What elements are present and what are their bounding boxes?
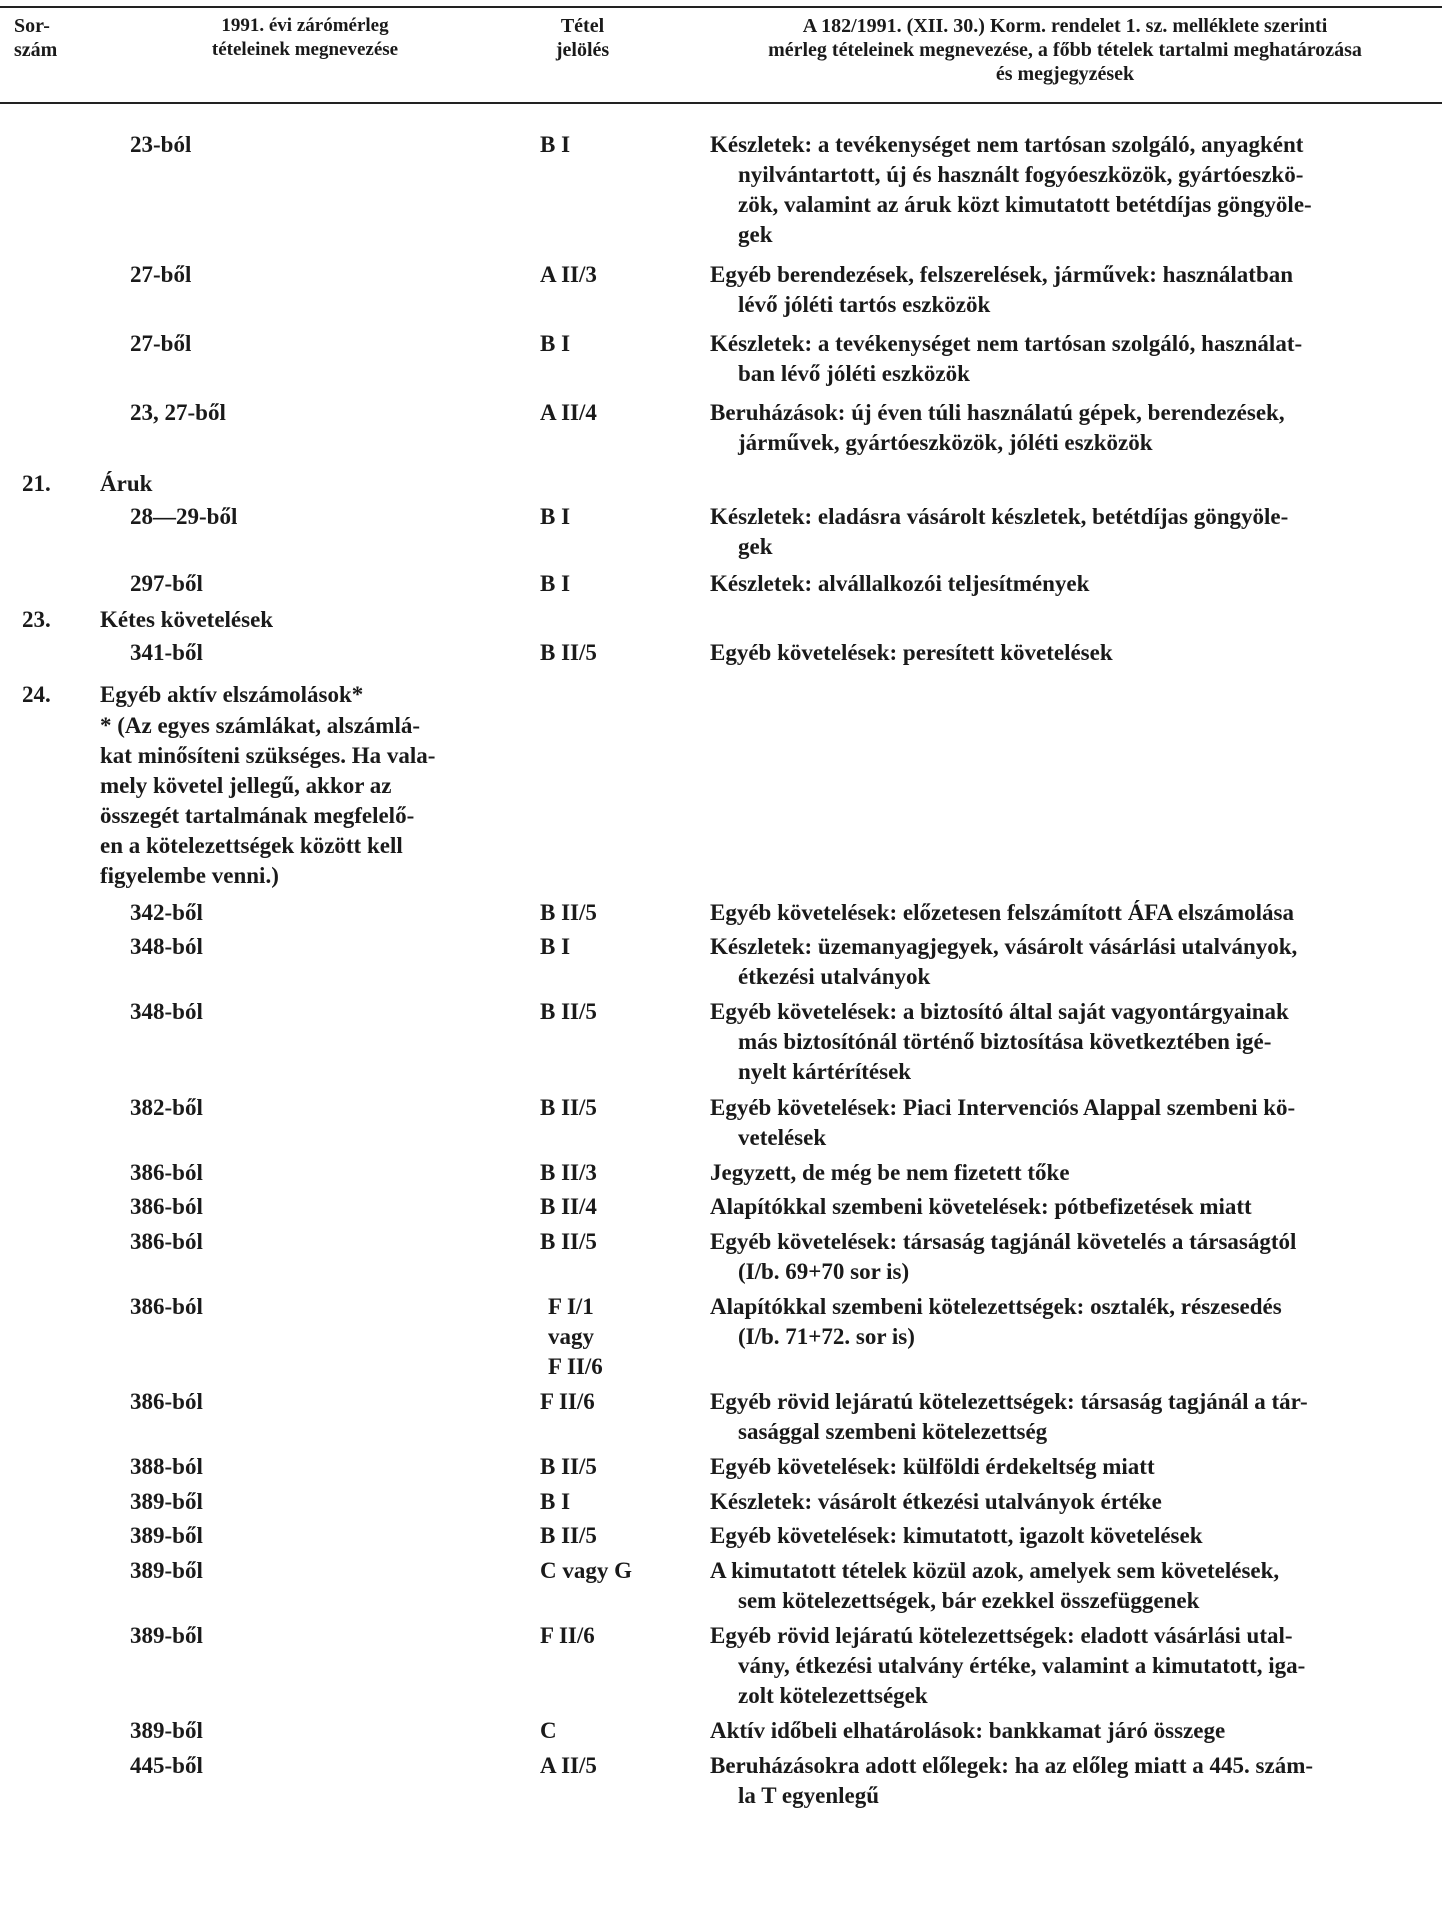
account-code: 382-ből <box>130 1094 203 1120</box>
description-line: Egyéb követelések: a biztosító által saját vagyontárgyainak <box>710 999 1289 1024</box>
description-line: gek <box>738 533 773 559</box>
tetel-code: B II/5 <box>540 899 597 925</box>
description-line: Egyéb követelések: Piaci Intervenciós Alappal szembeni kö- <box>710 1094 1296 1120</box>
header-col4-line2: mérleg tételeinek megnevezése, a főbb tételek tartalmi meghatározása <box>768 39 1362 61</box>
header-col1-line2: szám <box>14 39 58 61</box>
header-col-megnevezes <box>140 14 470 62</box>
description-line: Egyéb követelések: társaság tagjánál követelés a társaságtól <box>710 1228 1297 1254</box>
row-description <box>710 638 1422 668</box>
tetel-code: B II/5 <box>540 1454 597 1479</box>
tetel-code: F II/6 <box>540 1389 595 1414</box>
tetel-code: F I/1 vagy F II/6 <box>548 1293 603 1379</box>
tetel-code: B I <box>540 1488 571 1514</box>
tetel-code: C vagy G <box>540 1557 632 1583</box>
account-code: 342-ből <box>130 899 203 925</box>
description-line: zolt kötelezettségek <box>738 1682 928 1708</box>
description-line: Egyéb berendezések, felszerelések, járművek: használatban <box>710 262 1294 287</box>
account-code: 27-ből <box>130 262 192 287</box>
description-line: Készletek: a tevékenységet nem tartósan szolgáló, használat- <box>710 331 1303 356</box>
header-col2-line1: 1991. évi zárómérleg <box>221 15 389 36</box>
description-line: Egyéb követelések: kimutatott, igazolt követelések <box>710 1523 1203 1548</box>
row-description <box>710 502 1422 562</box>
tetel-code: B I <box>540 331 571 356</box>
description-line: nyelt kártérítések <box>738 1059 912 1084</box>
row-description <box>710 1227 1422 1287</box>
account-code: 27-ből <box>130 331 192 356</box>
row-description <box>710 1158 1422 1188</box>
description-line: Egyéb rövid lejáratú kötelezettségek: társaság tagjánál a tár- <box>710 1389 1308 1414</box>
section-title: Kétes követelések <box>100 607 274 632</box>
tetel-code: C <box>540 1718 557 1743</box>
row-description <box>710 1621 1422 1711</box>
description-line: sasággal szembeni kötelezettség <box>738 1419 1048 1444</box>
description-line: nyilvántartott, új és használt fogyóeszközök, gyártóeszkö- <box>738 162 1304 187</box>
header-col4-line3: és megjegyzések <box>995 63 1135 85</box>
description-line: Jegyzett, de még be nem fizetett tőke <box>710 1159 1070 1185</box>
row-description <box>710 130 1422 250</box>
footnote-line: * (Az egyes számlákat, alszámlá- <box>100 712 421 738</box>
tetel-code: B I <box>540 934 571 959</box>
description-line: Beruházások: új éven túli használatú gépek, berendezések, <box>710 400 1285 425</box>
account-code: 348-ból <box>130 934 203 959</box>
row-description <box>710 1192 1422 1222</box>
account-code: 389-ből <box>130 1523 203 1548</box>
account-code: 386-ból <box>130 1228 203 1254</box>
section-title: Áruk <box>100 471 153 496</box>
description-line: Készletek: eladásra vásárolt készletek, betétdíjas göngyöle- <box>710 503 1289 529</box>
header-col-rendelet <box>700 14 1430 86</box>
account-code: 386-ból <box>130 1389 203 1414</box>
row-description <box>710 1452 1422 1482</box>
tetel-code: B I <box>540 503 571 529</box>
tetel-code: F II/6 <box>540 1622 595 1648</box>
section-number: 23. <box>22 607 51 632</box>
row-description <box>710 569 1422 599</box>
footnote-line: mely követel jellegű, akkor az <box>100 772 392 798</box>
row-description <box>710 1292 1422 1352</box>
account-code: 28—29-ből <box>130 503 238 529</box>
section-number: 24. <box>22 682 51 707</box>
account-code: 341-ből <box>130 639 203 665</box>
account-code: 389-ből <box>130 1718 203 1743</box>
account-code: 389-ből <box>130 1488 203 1514</box>
description-line: Egyéb követelések: előzetesen felszámított ÁFA elszámolása <box>710 899 1294 925</box>
footnote-24 <box>100 711 505 891</box>
description-line: zök, valamint az áruk közt kimutatott betétdíjas göngyöle- <box>738 192 1312 217</box>
tetel-code: B II/5 <box>540 1228 597 1254</box>
description-line: vány, étkezési utalvány értéke, valamint a kimutatott, iga- <box>738 1652 1306 1678</box>
account-code: 386-ból <box>130 1159 203 1185</box>
header-rule-top <box>0 6 1442 8</box>
tetel-code: B II/5 <box>540 1523 597 1548</box>
header-col-sorszam <box>14 14 84 62</box>
description-line: lévő jóléti tartós eszközök <box>738 292 991 317</box>
header-col3-line1: Tétel <box>560 15 605 37</box>
description-line: Alapítókkal szembeni kötelezettségek: osztalék, részesedés <box>710 1293 1282 1319</box>
row-description <box>710 398 1422 458</box>
description-line: Aktív időbeli elhatárolások: bankkamat járó összege <box>710 1718 1226 1743</box>
description-line: Egyéb rövid lejáratú kötelezettségek: eladott vásárlási utal- <box>710 1622 1293 1648</box>
description-line: gek <box>738 222 773 247</box>
tetel-code: B I <box>540 132 571 157</box>
description-line: (I/b. 71+72. sor is) <box>738 1323 915 1349</box>
description-line: ban lévő jóléti eszközök <box>738 361 970 386</box>
account-code: 348-ból <box>130 999 203 1024</box>
footnote-line: figyelembe venni.) <box>100 862 279 888</box>
header-col3-line2: jelölés <box>555 39 610 61</box>
footnote-line: összegét tartalmának megfelelő- <box>100 802 415 828</box>
row-description <box>710 1751 1422 1811</box>
header-rule-bottom <box>0 102 1442 104</box>
description-line: Készletek: a tevékenységet nem tartósan szolgáló, anyagként <box>710 132 1304 157</box>
row-description <box>710 1521 1422 1551</box>
account-code: 389-ből <box>130 1622 203 1648</box>
description-line: Beruházásokra adott előlegek: ha az előleg miatt a 445. szám- <box>710 1752 1314 1778</box>
header-col-tetel <box>520 14 645 62</box>
account-code: 297-ből <box>130 570 203 596</box>
account-code: 23, 27-ből <box>130 400 226 425</box>
description-line: sem kötelezettségek, bár ezekkel összefüggenek <box>738 1587 1200 1613</box>
section-title: Egyéb aktív elszámolások* <box>100 682 364 707</box>
description-line: A kimutatott tételek közül azok, amelyek sem követelések, <box>710 1557 1280 1583</box>
description-line: Egyéb követelések: peresített követelések <box>710 639 1113 665</box>
description-line: la T egyenlegű <box>738 1782 879 1808</box>
tetel-code: A II/4 <box>540 400 597 425</box>
row-description <box>710 898 1422 928</box>
account-code: 388-ból <box>130 1454 203 1479</box>
tetel-code: A II/3 <box>540 262 597 287</box>
row-description <box>710 932 1422 992</box>
description-line: járművek, gyártóeszközök, jóléti eszközök <box>738 430 1153 455</box>
tetel-code: B II/3 <box>540 1159 597 1185</box>
description-line: (I/b. 69+70 sor is) <box>738 1258 910 1284</box>
tetel-code: B I <box>540 570 571 596</box>
account-code: 445-ből <box>130 1752 203 1778</box>
footnote-line: kat minősíteni szükséges. Ha vala- <box>100 742 436 768</box>
row-description <box>710 260 1422 320</box>
description-line: más biztosítónál történő biztosítása következtében igé- <box>738 1029 1272 1054</box>
account-code: 389-ből <box>130 1557 203 1583</box>
description-line: étkezési utalványok <box>738 964 931 989</box>
row-description <box>710 1716 1422 1746</box>
tetel-code: B II/5 <box>540 999 597 1024</box>
tetel-code: A II/5 <box>540 1752 597 1778</box>
row-description <box>710 1556 1422 1616</box>
row-description <box>710 1387 1422 1447</box>
description-line: vetelések <box>738 1124 827 1150</box>
header-col4-line1: A 182/1991. (XII. 30.) Korm. rendelet 1. sz. melléklete szerinti <box>802 15 1328 37</box>
description-line: Alapítókkal szembeni követelések: pótbefizetések miatt <box>710 1194 1252 1219</box>
header-col2-line2: tételeinek megnevezése <box>211 39 399 60</box>
description-line: Készletek: vásárolt étkezési utalványok értéke <box>710 1488 1162 1514</box>
account-code: 386-ból <box>130 1194 203 1219</box>
account-code: 23-ból <box>130 132 192 157</box>
section-number: 21. <box>22 471 51 496</box>
row-description <box>710 1487 1422 1517</box>
description-line: Egyéb követelések: külföldi érdekeltség miatt <box>710 1454 1155 1479</box>
tetel-code: B II/5 <box>540 639 597 665</box>
tetel-code: B II/5 <box>540 1094 597 1120</box>
row-description <box>710 997 1422 1087</box>
row-description <box>710 1093 1422 1153</box>
tetel-code: B II/4 <box>540 1194 597 1219</box>
description-line: Készletek: üzemanyagjegyek, vásárolt vásárlási utalványok, <box>710 934 1298 959</box>
description-line: Készletek: alvállalkozói teljesítmények <box>710 570 1090 596</box>
footnote-line: en a kötelezettségek között kell <box>100 832 403 858</box>
account-code: 386-ból <box>130 1293 203 1319</box>
header-col1-line1: Sor- <box>14 15 50 37</box>
row-description <box>710 329 1422 389</box>
